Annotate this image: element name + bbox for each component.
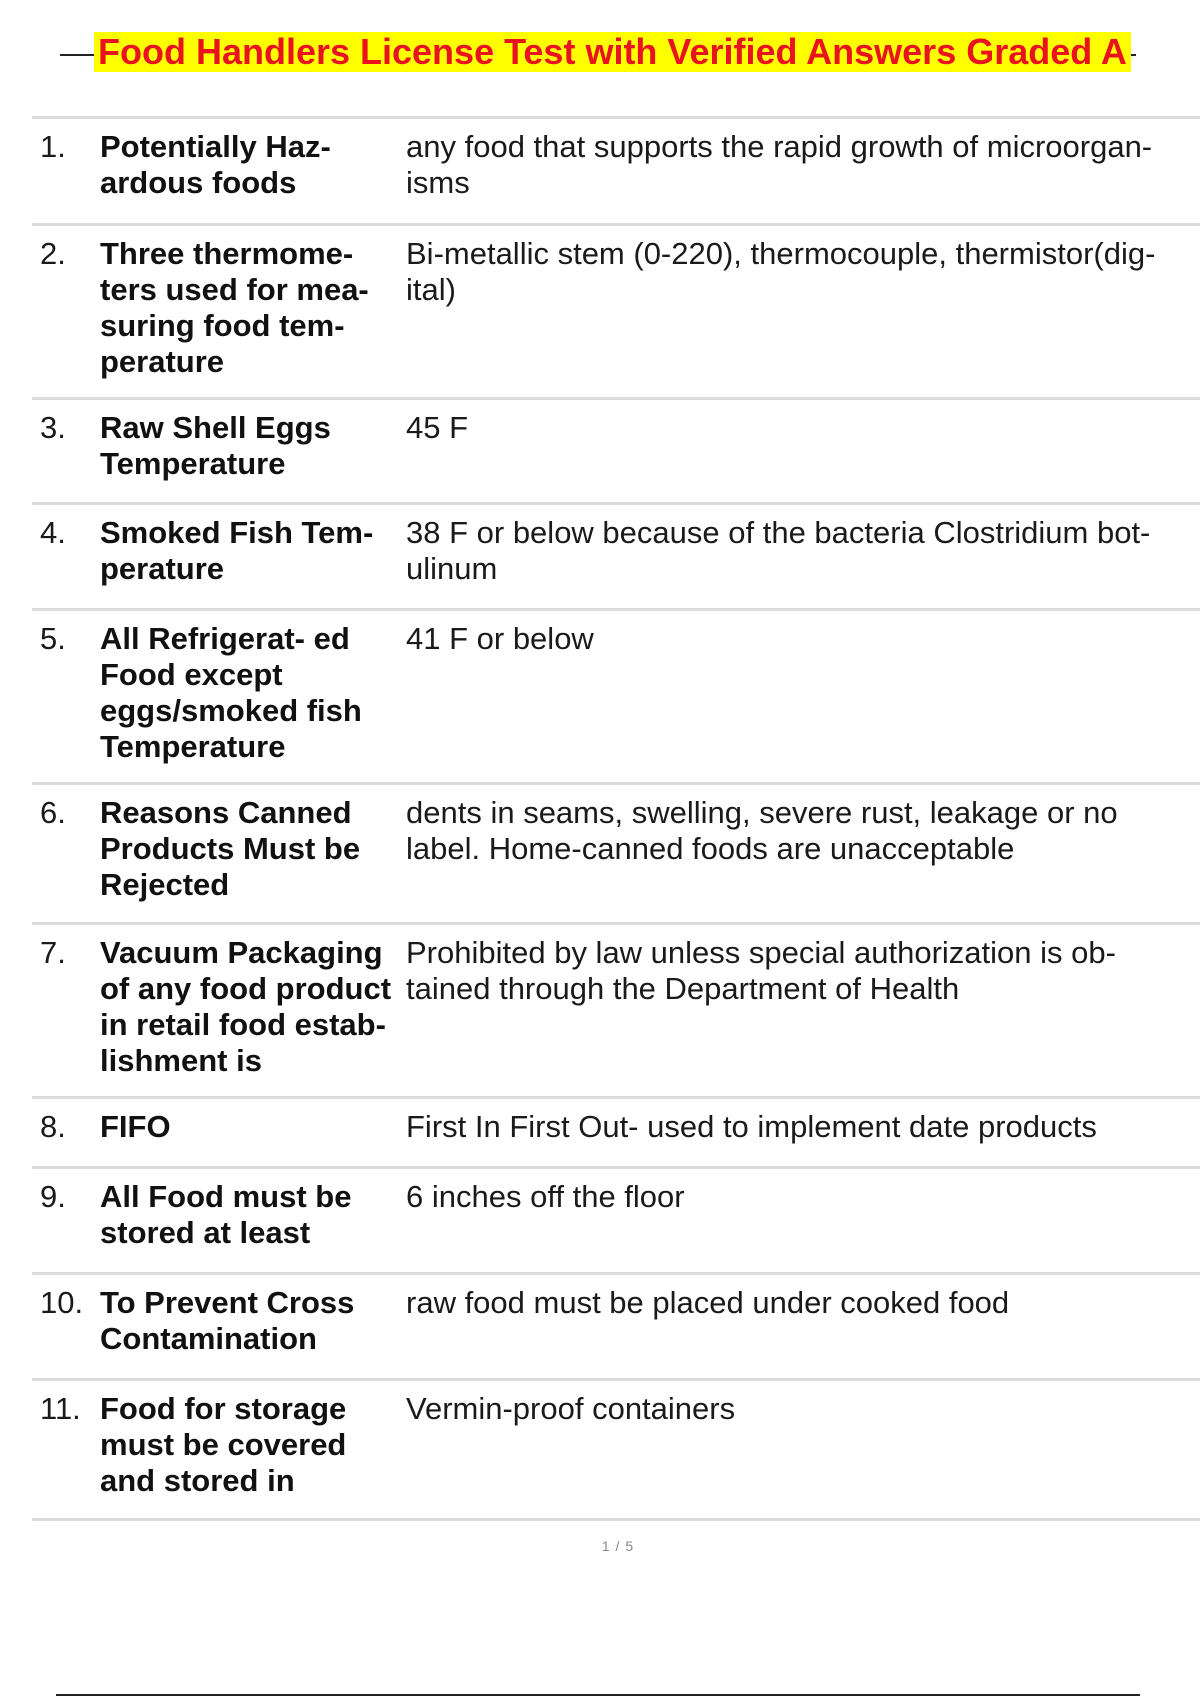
row-number: 7. (40, 935, 66, 970)
row-definition: Vermin-proof containers (406, 1391, 736, 1426)
row-term: Vacuum Packaging of any food product in retail food estab- lishment is (100, 935, 392, 1078)
row-number: 1. (40, 129, 66, 164)
table-row (32, 1169, 1200, 1275)
row-definition: 41 F or below (406, 621, 594, 656)
table-row (32, 611, 1200, 785)
row-definition: Prohibited by law unless special authorization is ob- tained through the Department of Health (406, 935, 1116, 1006)
table-row (32, 1275, 1200, 1381)
table-row (32, 785, 1200, 925)
row-number: 3. (40, 410, 66, 445)
qa-table (32, 116, 1200, 1521)
table-row (32, 119, 1200, 226)
row-definition: dents in seams, swelling, severe rust, leakage or no label. Home-canned foods are unacceptable (406, 795, 1118, 866)
row-definition: 38 F or below because of the bacteria Clostridium bot- ulinum (406, 515, 1151, 586)
row-term: Food for storage must be covered and stored in (100, 1391, 347, 1498)
row-number: 11. (40, 1391, 81, 1426)
row-term: Raw Shell Eggs Temperature (100, 410, 331, 481)
table-row (32, 505, 1200, 611)
title-area (60, 28, 1136, 76)
row-term: Reasons Canned Products Must be Rejected (100, 795, 361, 902)
table-row (32, 1099, 1200, 1169)
page-title: Food Handlers License Test with Verified Answers Graded A (94, 32, 1131, 72)
row-definition: 45 F (406, 410, 469, 445)
row-definition: 6 inches off the floor (406, 1179, 685, 1214)
row-number: 2. (40, 236, 66, 271)
row-term: To Prevent Cross Contamination (100, 1285, 355, 1356)
row-term: All Refrigerat- ed Food except eggs/smoked fish Temperature (100, 621, 362, 764)
row-definition: any food that supports the rapid growth of microorgan- isms (406, 129, 1153, 200)
row-number: 8. (40, 1109, 66, 1144)
row-number: 4. (40, 515, 66, 550)
row-number: 9. (40, 1179, 66, 1214)
row-term: FIFO (100, 1109, 171, 1144)
table-row (32, 1381, 1200, 1521)
row-definition: raw food must be placed under cooked food (406, 1285, 1010, 1320)
bottom-rule (56, 1694, 1140, 1696)
row-term: Potentially Haz- ardous foods (100, 129, 331, 200)
row-number: 10. (40, 1285, 84, 1320)
row-number: 6. (40, 795, 66, 830)
row-term: Three thermome- ters used for mea- suring food tem- perature (100, 236, 369, 379)
table-row (32, 226, 1200, 400)
row-term: All Food must be stored at least (100, 1179, 352, 1250)
table-row (32, 925, 1200, 1099)
table-row (32, 400, 1200, 505)
page-indicator: 1 / 5 (601, 1538, 635, 1554)
row-term: Smoked Fish Tem- perature (100, 515, 374, 586)
row-definition: First In First Out- used to implement date products (406, 1109, 1097, 1144)
row-definition: Bi-metallic stem (0-220), thermocouple, thermistor(dig- ital) (406, 236, 1156, 307)
row-number: 5. (40, 621, 66, 656)
